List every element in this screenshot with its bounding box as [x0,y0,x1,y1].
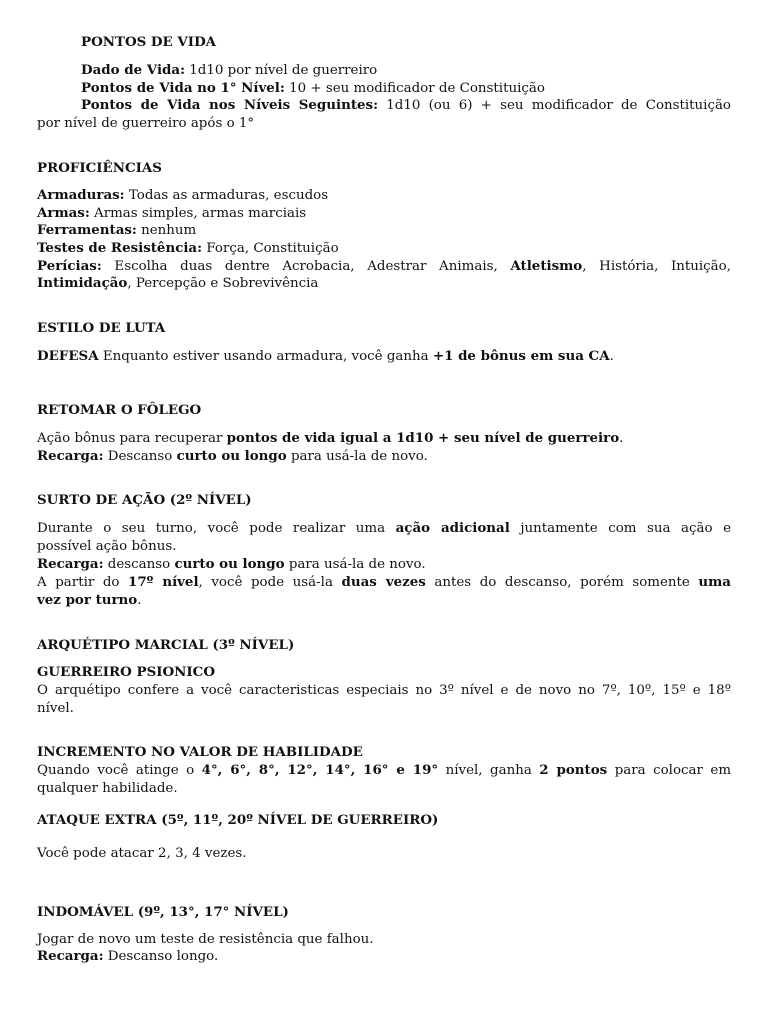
surto-line-2: possível ação bônus. [37,539,177,554]
prof-ferramentas-line [37,222,196,240]
surto-l5-a: vez por turno [37,592,138,608]
folego-recarga-label: Recarga: [37,448,104,464]
surto-l4-a: A partir do [37,575,129,590]
prof-armaduras-line [37,187,328,205]
surto-l4-c: , você pode usá-la [198,575,342,590]
indo-line-1: Jogar de novo um teste de resistência que falhou. [37,932,374,947]
indo-recarga-line [37,948,218,966]
estilo-defesa-line [37,348,614,366]
surto-l4-d: duas vezes [341,574,426,590]
surto-recarga-line [37,556,426,574]
pv-nivel1-line [81,80,545,98]
inc-l1-c: nível, ganha [438,763,540,778]
estilo-defesa-text-c: . [609,349,614,364]
prof-pericias-line [37,258,731,276]
pv-dado-text: 1d10 por nível de guerreiro [185,63,378,78]
prof-armas-label: Armas: [37,205,90,221]
folego-recarga-b: curto ou longo [176,448,287,464]
prof-ferr-label: Ferramentas: [37,222,137,238]
prof-per-atletismo: Atletismo [510,258,583,274]
heading-ataque-extra: ATAQUE EXTRA (5º, 11º, 20º NÍVEL DE GUERREIRO) [37,812,439,828]
pv-dado-label: Dado de Vida: [81,62,186,78]
folego-recarga-a: Descanso [103,449,177,464]
surto-recarga-label: Recarga: [37,556,104,572]
prof-per-intimidacao: Intimidação [37,275,128,291]
inc-line-2: qualquer habilidade. [37,781,178,796]
heading-pontos-de-vida: PONTOS DE VIDA [81,34,217,50]
prof-testes-line [37,240,339,258]
arq-line-1: O arquétipo confere a você caracteristicas especiais no 3º nível e de novo no 7º, 10º, 15º e 18º [37,683,731,698]
heading-proficiencias: PROFICIÊNCIAS [37,160,162,176]
surto-l4-e: antes do descanso, porém somente [425,575,699,590]
folego-text-c: . [619,431,624,446]
pv-seg-label: Pontos de Vida nos Níveis Seguintes: [81,97,379,113]
prof-armas-text: Armas simples, armas marciais [89,206,307,221]
heading-estilo-de-luta: ESTILO DE LUTA [37,320,166,336]
heading-surto-de-acao: SURTO DE AÇÃO (2º NÍVEL) [37,492,252,508]
pv-nivel1-label: Pontos de Vida no 1° Nível: [81,80,285,96]
prof-per-text-a: Escolha duas dentre Acrobacia, Adestrar Animais, [101,259,511,274]
heading-incremento-habilidade: INCREMENTO NO VALOR DE HABILIDADE [37,744,363,760]
pv-seg-text: 1d10 (ou 6) + seu modificador de Constituição [378,98,731,113]
inc-line-1 [37,762,731,780]
prof-arm-label: Armaduras: [37,187,125,203]
prof-per-text-b: , História, Intuição, [582,259,731,274]
prof-per-text-c: , Percepção e Sobrevivência [127,276,319,291]
folego-line-1 [37,430,623,448]
inc-l1-b: 4°, 6°, 8°, 12°, 14°, 16° e 19° [201,762,439,778]
estilo-defesa-bonus: +1 de bônus em sua CA [432,348,610,364]
surto-line-5 [37,592,142,610]
ataque-line-1: Você pode atacar 2, 3, 4 vezes. [37,846,247,861]
surto-text-c: juntamente com sua ação e [509,521,731,536]
pv-seguintes-cont: por nível de guerreiro após o 1° [37,116,255,131]
inc-l1-e: para colocar em [607,763,732,778]
surto-text-a: Durante o seu turno, você pode realizar uma [37,521,396,536]
surto-l5-b: . [137,593,142,608]
estilo-defesa-text-a: Enquanto estiver usando armadura, você ganha [98,349,433,364]
indo-recarga-text: Descanso longo. [103,949,219,964]
surto-recarga-c: para usá-la de novo. [284,557,426,572]
folego-recarga-c: para usá-la de novo. [286,449,428,464]
surto-recarga-a: descanso [103,557,175,572]
subheading-guerreiro-psionico: GUERREIRO PSIONICO [37,664,215,680]
heading-arquetipo-marcial: ARQUÉTIPO MARCIAL (3º NÍVEL) [37,637,295,653]
folego-text-a: Ação bônus para recuperar [37,431,227,446]
surto-recarga-b: curto ou longo [174,556,285,572]
inc-l1-a: Quando você atinge o [37,763,202,778]
pv-dado-line [81,62,377,80]
prof-per-label: Perícias: [37,258,102,274]
estilo-defesa-label: DEFESA [37,348,99,364]
heading-indomavel: INDOMÁVEL (9º, 13°, 17° NÍVEL) [37,904,289,920]
pv-nivel1-text: 10 + seu modificador de Constituição [284,81,545,96]
surto-text-b: ação adicional [395,520,510,536]
indo-recarga-label: Recarga: [37,948,104,964]
prof-ferr-text: nenhum [136,223,197,238]
folego-recarga-line [37,448,428,466]
heading-retomar-o-folego: RETOMAR O FÔLEGO [37,402,202,418]
prof-armas-line [37,205,306,223]
arq-line-2: nível. [37,701,74,716]
pv-seguintes-line [81,97,731,115]
folego-text-b: pontos de vida igual a 1d10 + seu nível de guerreiro [226,430,620,446]
prof-test-label: Testes de Resistência: [37,240,203,256]
surto-l4-b: 17º nível [128,574,199,590]
surto-line-1 [37,520,731,538]
inc-l1-d: 2 pontos [539,762,608,778]
surto-l4-f: uma [698,574,731,590]
prof-test-text: Força, Constituição [202,241,339,256]
prof-pericias-cont [37,275,318,293]
surto-line-4 [37,574,731,592]
prof-arm-text: Todas as armaduras, escudos [124,188,329,203]
